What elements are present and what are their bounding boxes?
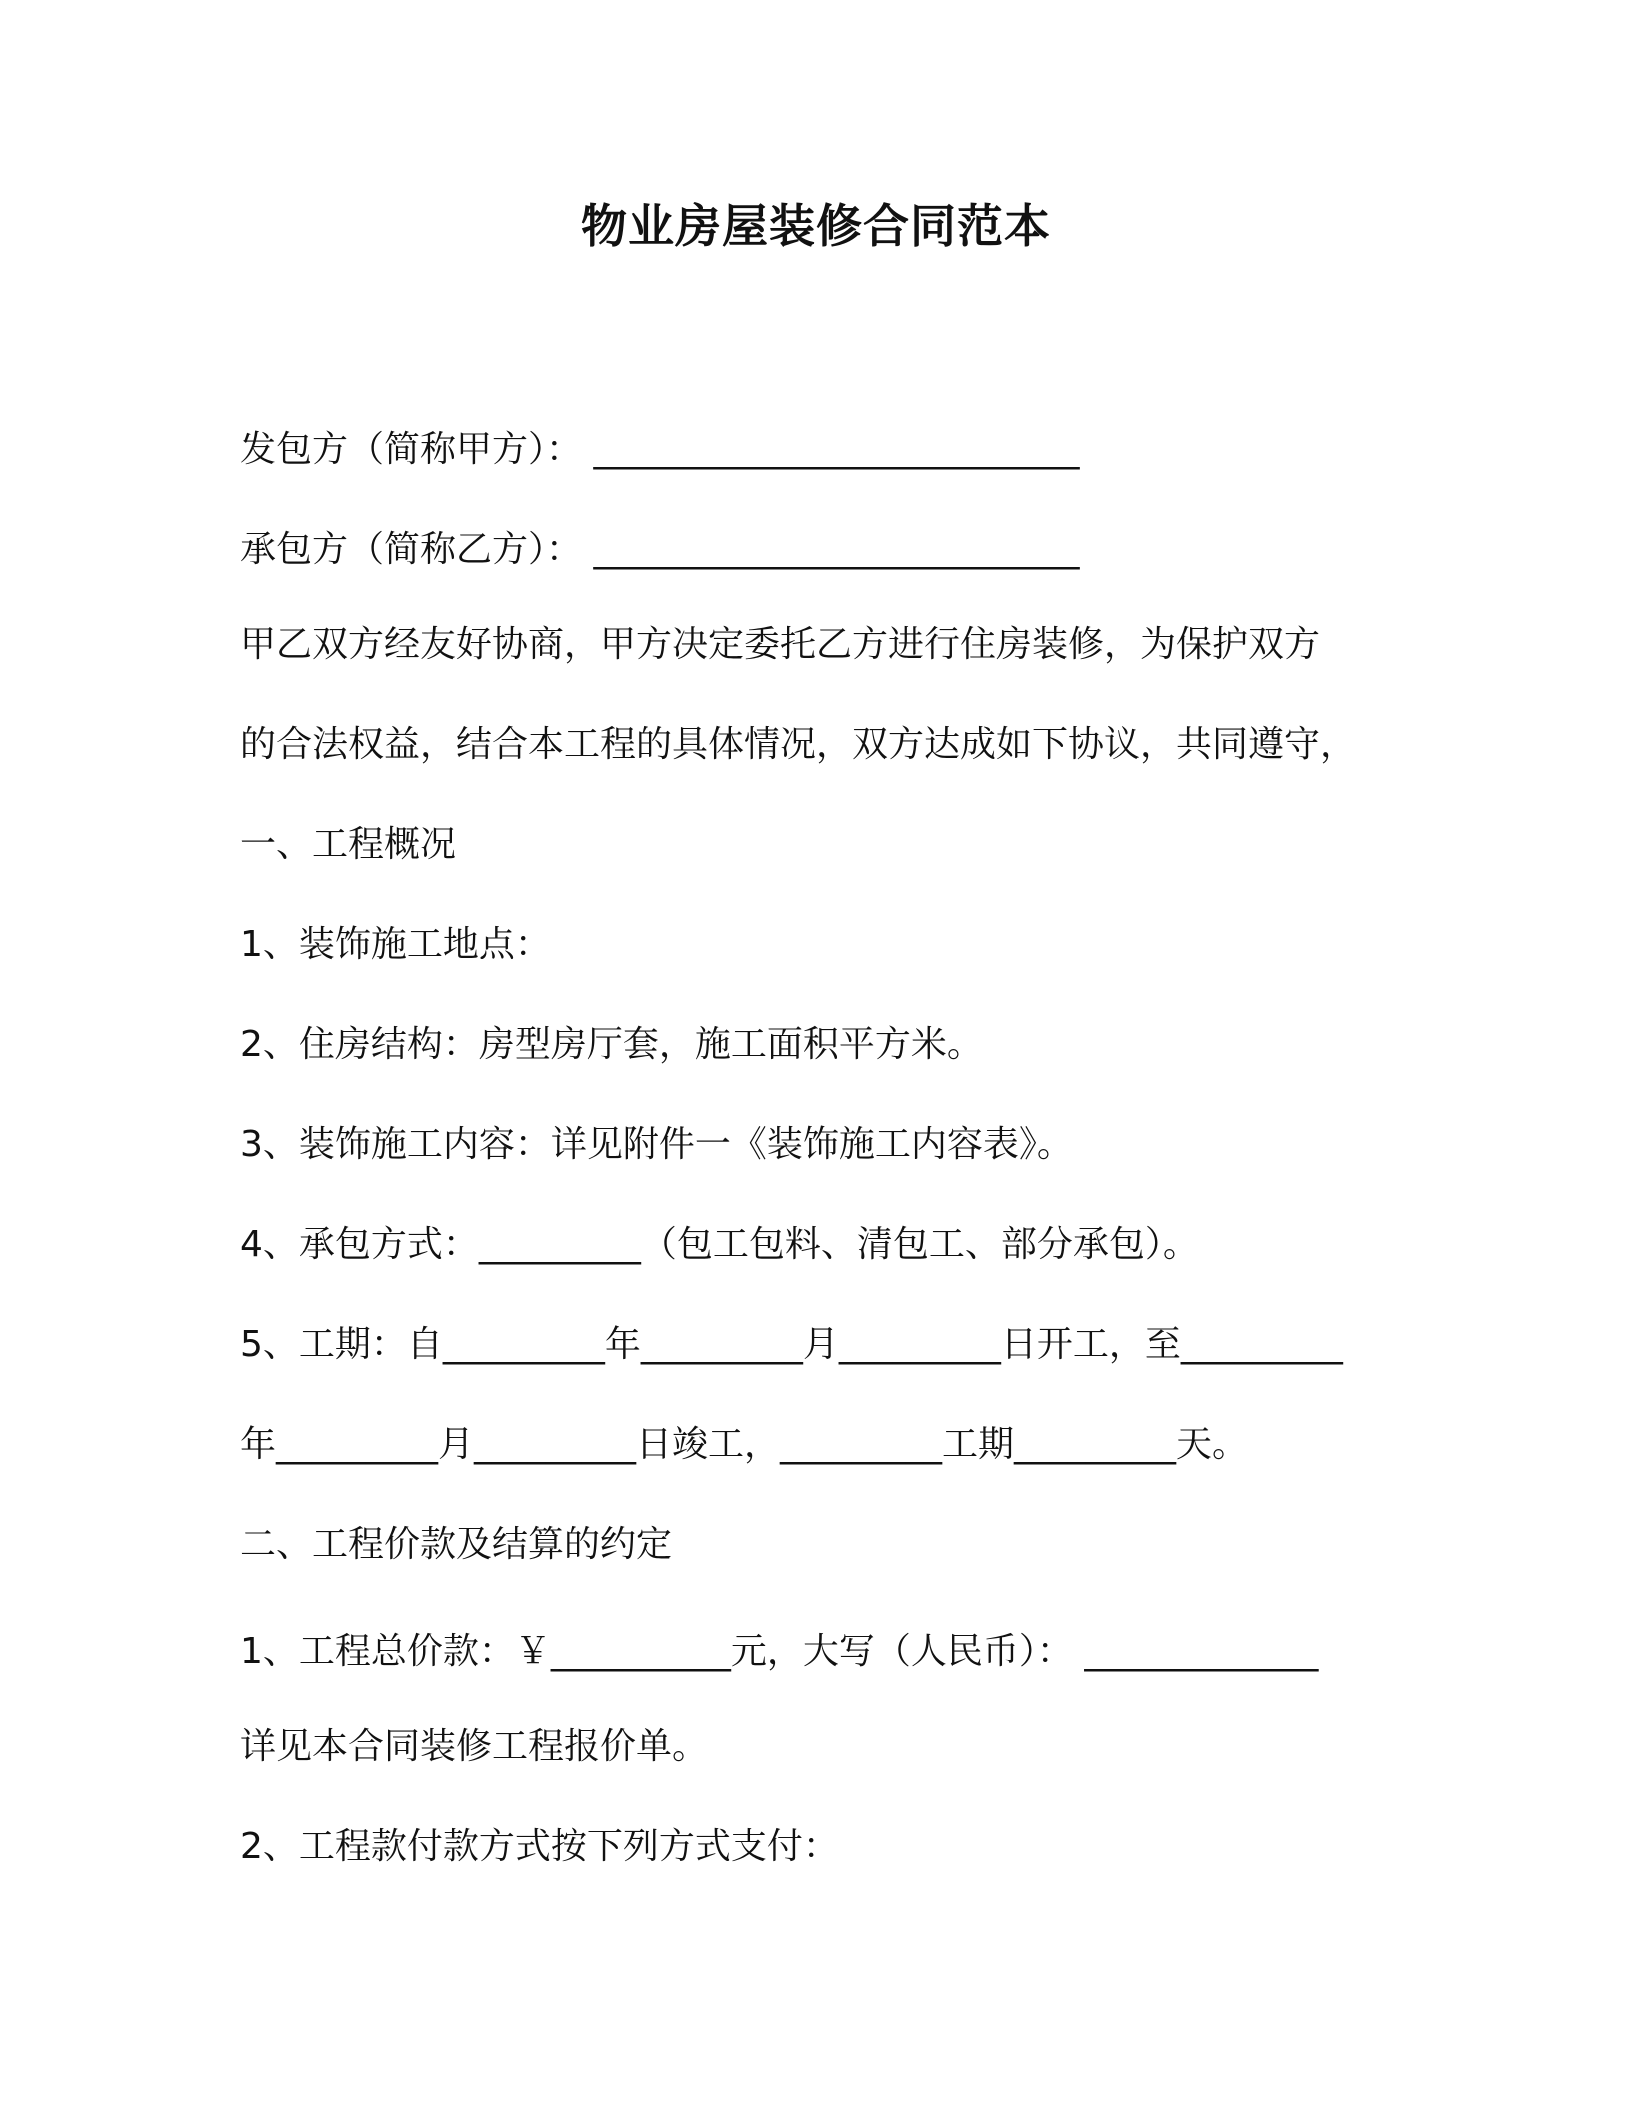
intro-paragraph-line-1: 甲乙双方经友好协商，甲方决定委托乙方进行住房装修，为保护双方 <box>240 624 1321 665</box>
section-heading-1: 一、工程概况 <box>240 824 457 865</box>
clause-1-5-line-2: 年_________月_________日竣工，_________工期_________天。 <box>240 1424 1249 1465</box>
clause-1-3: 3、装饰施工内容：详见附件一《装饰施工内容表》。 <box>240 1124 1073 1165</box>
clause-1-4: 4、承包方式：_________（包工包料、清包工、部分承包）。 <box>240 1224 1199 1265</box>
clause-2-1: 1、工程总价款：￥__________元，大写（人民币）： _____________ <box>240 1631 1319 1672</box>
party-b-line: 承包方（简称乙方）： ___________________________ <box>240 529 1080 570</box>
party-a-line: 发包方（简称甲方）： ___________________________ <box>240 429 1080 470</box>
intro-paragraph-line-2: 的合法权益，结合本工程的具体情况，双方达成如下协议，共同遵守， <box>240 724 1357 765</box>
section-heading-2: 二、工程价款及结算的约定 <box>240 1524 673 1565</box>
clause-1-2: 2、住房结构：房型房厅套，施工面积平方米。 <box>240 1024 983 1065</box>
clause-2-2: 2、工程款付款方式按下列方式支付： <box>240 1826 839 1867</box>
document-title: 物业房屋装修合同范本 <box>581 199 1051 253</box>
clause-1-1: 1、装饰施工地点： <box>240 924 551 965</box>
clause-2-1-note: 详见本合同装修工程报价单。 <box>240 1726 709 1767</box>
clause-1-5-line-1: 5、工期：自_________年_________月_________日开工，至_________ <box>240 1324 1343 1365</box>
